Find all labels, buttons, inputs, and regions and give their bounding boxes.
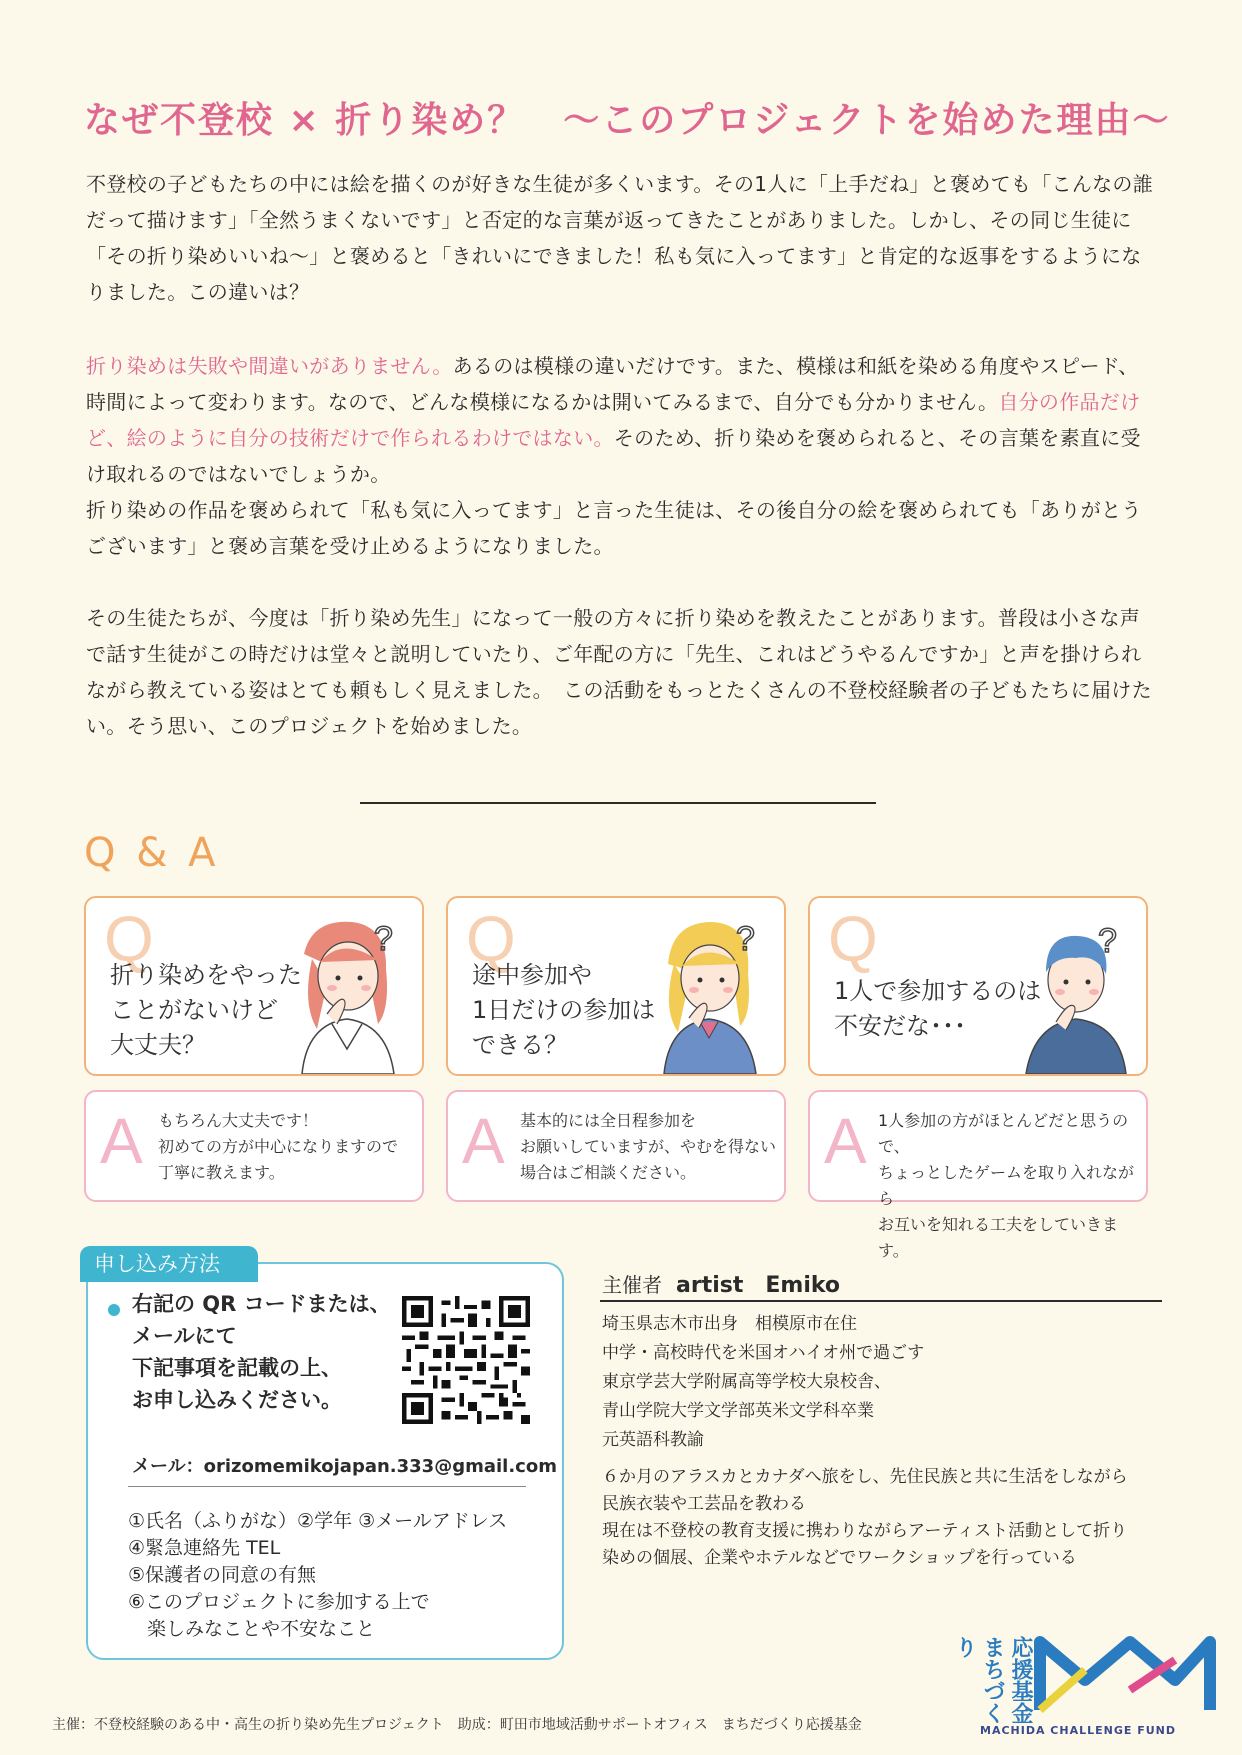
application-instructions: 右記の QR コードまたは、 メールにて 下記事項を記載の上、 お申し込みください。: [132, 1292, 391, 1412]
highlight-2: 自分の作品だけど、絵のように自分の技術だけで作られるわけではない。: [86, 390, 1141, 450]
answer-card-3: [808, 1090, 1148, 1260]
reason-paragraph: [86, 348, 1158, 564]
para-1: 不登校の子どもたちの中には絵を描くのが好きな生徒が多くいます。その1人に「上手だね」と褒めても「こんなの誰だって描けます」「全然うまくないです」と否定的な言葉が返ってきたことがありました。しかし、その同じ生徒に「その折り染めいいね～」と褒めると「きれいにできました！私も気に入ってます」と肯定的な返事をするようになりました。この違いは？: [86, 172, 1154, 304]
organizer-divider: [600, 1300, 1162, 1302]
para-2-text-2: そのため、折り染めを褒められると、その言葉を素直に受け取れるのではないでしょうか。: [86, 426, 1141, 486]
answer-text: 基本的には全日程参加を お願いしていますが、やむを得ない 場合はご相談ください。: [520, 1111, 777, 1182]
answer-text: もちろん大丈夫です！ 初めての方が中心になりますので 丁寧に教えます。: [158, 1111, 399, 1182]
question-text: 途中参加や 1日だけの参加は できる？: [472, 961, 656, 1059]
question-card-3: [808, 896, 1148, 1076]
logo-english: MACHIDA CHALLENGE FUND: [980, 1724, 1176, 1737]
list-item: ④緊急連絡先 TEL: [128, 1537, 281, 1559]
svg-text:?: ?: [374, 920, 393, 958]
q-mark: Q: [828, 903, 878, 975]
application-box: [86, 1262, 564, 1660]
para-2: [86, 348, 1158, 492]
question-text: 1人で参加するのは 不安だな･･･: [834, 977, 1042, 1040]
a-mark: A: [824, 1105, 867, 1177]
intro-paragraph: [86, 166, 1158, 310]
para-2-text-1: あるのは模様の違いだけです。また、模様は和紙を染める角度やスピード、時間によって変わります。なので、どんな模様になるかは開いてみるまで、自分でも分かりません。: [86, 354, 1139, 414]
email-address[interactable]: メール：orizomemikojapan.333@gmail.com: [132, 1456, 557, 1477]
bullet-icon: [108, 1304, 120, 1316]
footer-credits: 主催：不登校経験のある中・高生の折り染め先生プロジェクト 助成：町田市地域活動サポートオフィス まちだづくり応援基金: [52, 1717, 862, 1733]
list-item: ⑤保護者の同意の有無: [128, 1564, 317, 1586]
question-card-2: [446, 896, 786, 1076]
svg-text:?: ?: [736, 920, 755, 958]
highlight-1: 折り染めは失敗や間違いがありません。: [86, 354, 453, 378]
qa-heading: Q & A: [84, 830, 220, 876]
q-mark: Q: [466, 903, 516, 975]
separator: [128, 1486, 526, 1487]
list-item: ⑥このプロジェクトに参加する上で: [128, 1591, 430, 1613]
para-2-text-3: 折り染めの作品を褒められて「私も気に入ってます」と言った生徒は、その後自分の絵を褒められても「ありがとうございます」と褒め言葉を受け止めるようになりました。: [86, 498, 1142, 558]
page-title: なぜ不登校 × 折り染め？ ～このプロジェクトを始めた理由～: [84, 100, 1171, 141]
a-mark: A: [462, 1105, 505, 1177]
answer-text: 1人参加の方がほとんどだと思うので、 ちょっとしたゲームを取り入れながら お互いを知れる工夫をしていきます。: [878, 1111, 1135, 1260]
answer-card-1: [84, 1090, 424, 1202]
application-tab: 申し込み方法: [80, 1246, 258, 1282]
organizer-label: 主催者: [602, 1273, 662, 1297]
logo-kanji: 応援基金まちづくり: [952, 1636, 1033, 1724]
svg-text:?: ?: [1098, 922, 1117, 960]
thinking-girl-icon: [644, 914, 774, 1074]
organizer-profile: 埼玉県志木市出身 相模原市在住 中学・高校時代を米国オハイオ州で過ごす 東京学芸大学附属高等学校大泉校舎、 青山学院大学文学部英米文学科卒業 元英語科教諭: [602, 1314, 925, 1450]
machida-fund-logo: [1030, 1630, 1242, 1720]
question-text: 折り染めをやった ことがないけど 大丈夫？: [110, 961, 302, 1059]
q-mark: Q: [104, 903, 154, 975]
story-paragraph: [86, 600, 1158, 744]
a-mark: A: [100, 1105, 143, 1177]
answer-card-2: [446, 1090, 786, 1202]
question-card-1: [84, 896, 424, 1076]
organizer-heading: [602, 1268, 840, 1299]
organizer-name: artist Emiko: [676, 1273, 841, 1298]
qr-code-icon[interactable]: [402, 1296, 530, 1424]
section-divider: [360, 802, 876, 804]
required-items-list: [128, 1508, 507, 1643]
list-item: 楽しみなことや不安なこと: [128, 1618, 376, 1640]
para-3: その生徒たちが、今度は「折り染め先生」になって一般の方々に折り染めを教えたことがあります。普段は小さな声で話す生徒がこの時だけは堂々と説明していたり、ご年配の方に「先生、これはどうやるんですか」と声を掛けられながら教えている姿はとても頼もしく見えました。 この活動をもっとたくさんの不登校経験者の子どもたちに届けたい。そう思い、このプロジェクトを始めました。: [86, 606, 1152, 738]
list-item: ①氏名（ふりがな）②学年 ③メールアドレス: [128, 1510, 508, 1532]
organizer-activities: ６か月のアラスカとカナダへ旅をし、先住民族と共に生活をしながら 民族衣装や工芸品を教わる 現在は不登校の教育支援に携わりながらアーティスト活動として折り 染めの個展、企業やホテルなどでワークショップを行っている: [602, 1467, 1128, 1568]
